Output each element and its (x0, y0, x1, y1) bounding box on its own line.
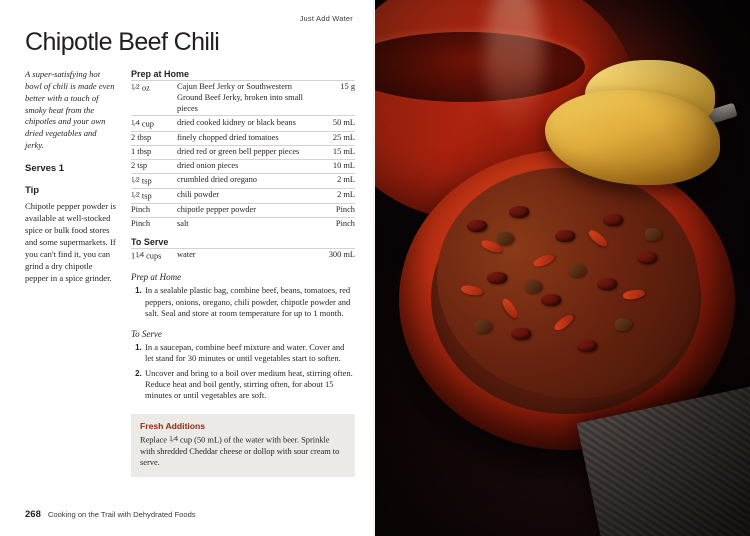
ingredient-metric: 2 mL (313, 173, 355, 188)
ingredient-name: water (177, 248, 313, 263)
ingredient-name: dried cooked kidney or black beans (177, 116, 313, 131)
ingredient-amount: 1⁄2 tsp (131, 188, 177, 203)
fresh-additions-body: Replace 1⁄4 cup (50 mL) of the water with beer. Sprinkle with shredded Cheddar cheese or dollop with sour cream to serve. (140, 433, 340, 468)
ingredient-metric: 10 mL (313, 159, 355, 173)
bean (467, 220, 487, 232)
beef-piece (645, 228, 662, 241)
ingredient-amount: 2 tsp (131, 159, 177, 173)
ingredients-serve-heading: To Serve (131, 236, 169, 247)
table-row (131, 204, 355, 218)
ingredient-metric: 25 mL (313, 131, 355, 145)
content-columns (25, 69, 355, 477)
page-number: 268 (25, 509, 41, 520)
ingredient-amount: Pinch (131, 217, 177, 230)
ingredient-metric: 15 g (313, 81, 355, 116)
table-row (131, 145, 355, 159)
beef-piece (525, 280, 542, 293)
ingredient-amount: 1 tbsp (131, 145, 177, 159)
table-row (131, 81, 355, 116)
bean (577, 340, 597, 352)
ingredient-metric: 2 mL (313, 188, 355, 203)
ingredients-prep-heading: Prep at Home (131, 69, 190, 79)
page-title: Chipotle Beef Chili (25, 28, 220, 56)
pot-rim (375, 32, 585, 102)
ingredient-name: chili powder (177, 188, 313, 203)
table-row (131, 217, 355, 230)
beef-piece (615, 318, 632, 331)
recipe-intro: A super-satisfying hot bowl of chili is made even better with a touch of smoky heat from the chipotles and your own dried vegetables and jerky. (25, 69, 115, 151)
table-row (131, 248, 355, 263)
bean (637, 252, 657, 264)
tip-body: Chipotle pepper powder is available at well-stocked spice or bulk food stores and some supermarkets. If you can't find it, you can grind a dry chipotle pepper in a spice grinder. (25, 201, 116, 284)
ingredient-name: salt (177, 217, 313, 230)
ingredient-metric: 300 mL (313, 248, 355, 263)
pepper-piece (460, 285, 483, 297)
pepper-piece (500, 297, 521, 320)
ingredient-name: finely chopped dried tomatoes (177, 131, 313, 145)
pot-highlight (485, 0, 543, 128)
ingredient-amount: 1⁄2 tsp (131, 173, 177, 188)
ingredients-serve-body (131, 248, 355, 263)
table-row (131, 188, 355, 203)
pepper-piece (532, 252, 556, 269)
ingredient-metric: 15 mL (313, 145, 355, 159)
bean (487, 272, 507, 284)
ingredient-amount: Pinch (131, 204, 177, 218)
bean (555, 230, 575, 242)
ingredient-amount: 11⁄4 cups (131, 248, 177, 263)
method-prep-heading: Prep at Home (131, 272, 182, 283)
page-footer (25, 509, 196, 520)
recipe-photo (375, 0, 750, 536)
bean (511, 328, 531, 340)
main-column (131, 69, 355, 477)
page-gutter (373, 0, 375, 536)
method-serve-steps (131, 342, 355, 402)
bean (603, 214, 623, 226)
tip-heading: Tip (25, 185, 40, 197)
ingredient-metric: Pinch (313, 217, 355, 230)
ingredient-amount: 1⁄2 oz (131, 81, 177, 116)
ingredient-name: dried red or green bell pepper pieces (177, 145, 313, 159)
table-row (131, 116, 355, 131)
ingredient-amount: 2 tbsp (131, 131, 177, 145)
pepper-piece (586, 228, 609, 248)
list-item: 2. Uncover and bring to a boil over medium heat, stirring often. Reduce heat and boil gently, stirring often, for about 15 minutes or until vegetables are soft. (144, 368, 355, 402)
table-row (131, 173, 355, 188)
ingredient-name: dried onion pieces (177, 159, 313, 173)
table-row (131, 131, 355, 145)
pepper-piece (622, 288, 645, 301)
beef-piece (497, 232, 514, 245)
serves-label: Serves 1 (25, 163, 65, 175)
table-row (131, 159, 355, 173)
ingredient-amount: 1⁄4 cup (131, 116, 177, 131)
ingredient-name: crumbled dried oregano (177, 173, 313, 188)
sidebar-column (25, 69, 117, 477)
list-item: 1. In a sealable plastic bag, combine beef, beans, tomatoes, red peppers, onions, oregano, chili powder, chipotle powder and salt. Seal and store at room temperature for up to 1 month. (144, 285, 355, 319)
method-serve-heading: To Serve (131, 328, 162, 339)
fresh-additions-title: Fresh Additions (140, 420, 206, 431)
bean (509, 206, 529, 218)
ingredient-metric: Pinch (313, 204, 355, 218)
fresh-additions-box (131, 414, 355, 477)
ingredient-name: chipotle pepper powder (177, 204, 313, 218)
bean (541, 294, 561, 306)
ingredient-name: Cajun Beef Jerky or Southwestern Ground Beef Jerky, broken into small pieces (177, 81, 313, 116)
ingredient-metric: 50 mL (313, 116, 355, 131)
beef-piece (475, 320, 492, 333)
ingredients-prep-body (131, 81, 355, 231)
beef-piece (569, 264, 586, 277)
book-title: Cooking on the Trail with Dehydrated Foods (47, 510, 196, 519)
list-item: 1. In a saucepan, combine beef mixture and water. Cover and let stand for 30 minutes or until vegetables start to soften. (144, 342, 355, 365)
running-head: Just Add Water (299, 14, 353, 23)
method-prep-steps (131, 285, 355, 319)
bean (597, 278, 617, 290)
ingredients-table-prep (131, 80, 355, 231)
ingredients-table-serve (131, 248, 355, 263)
pepper-piece (553, 312, 576, 333)
